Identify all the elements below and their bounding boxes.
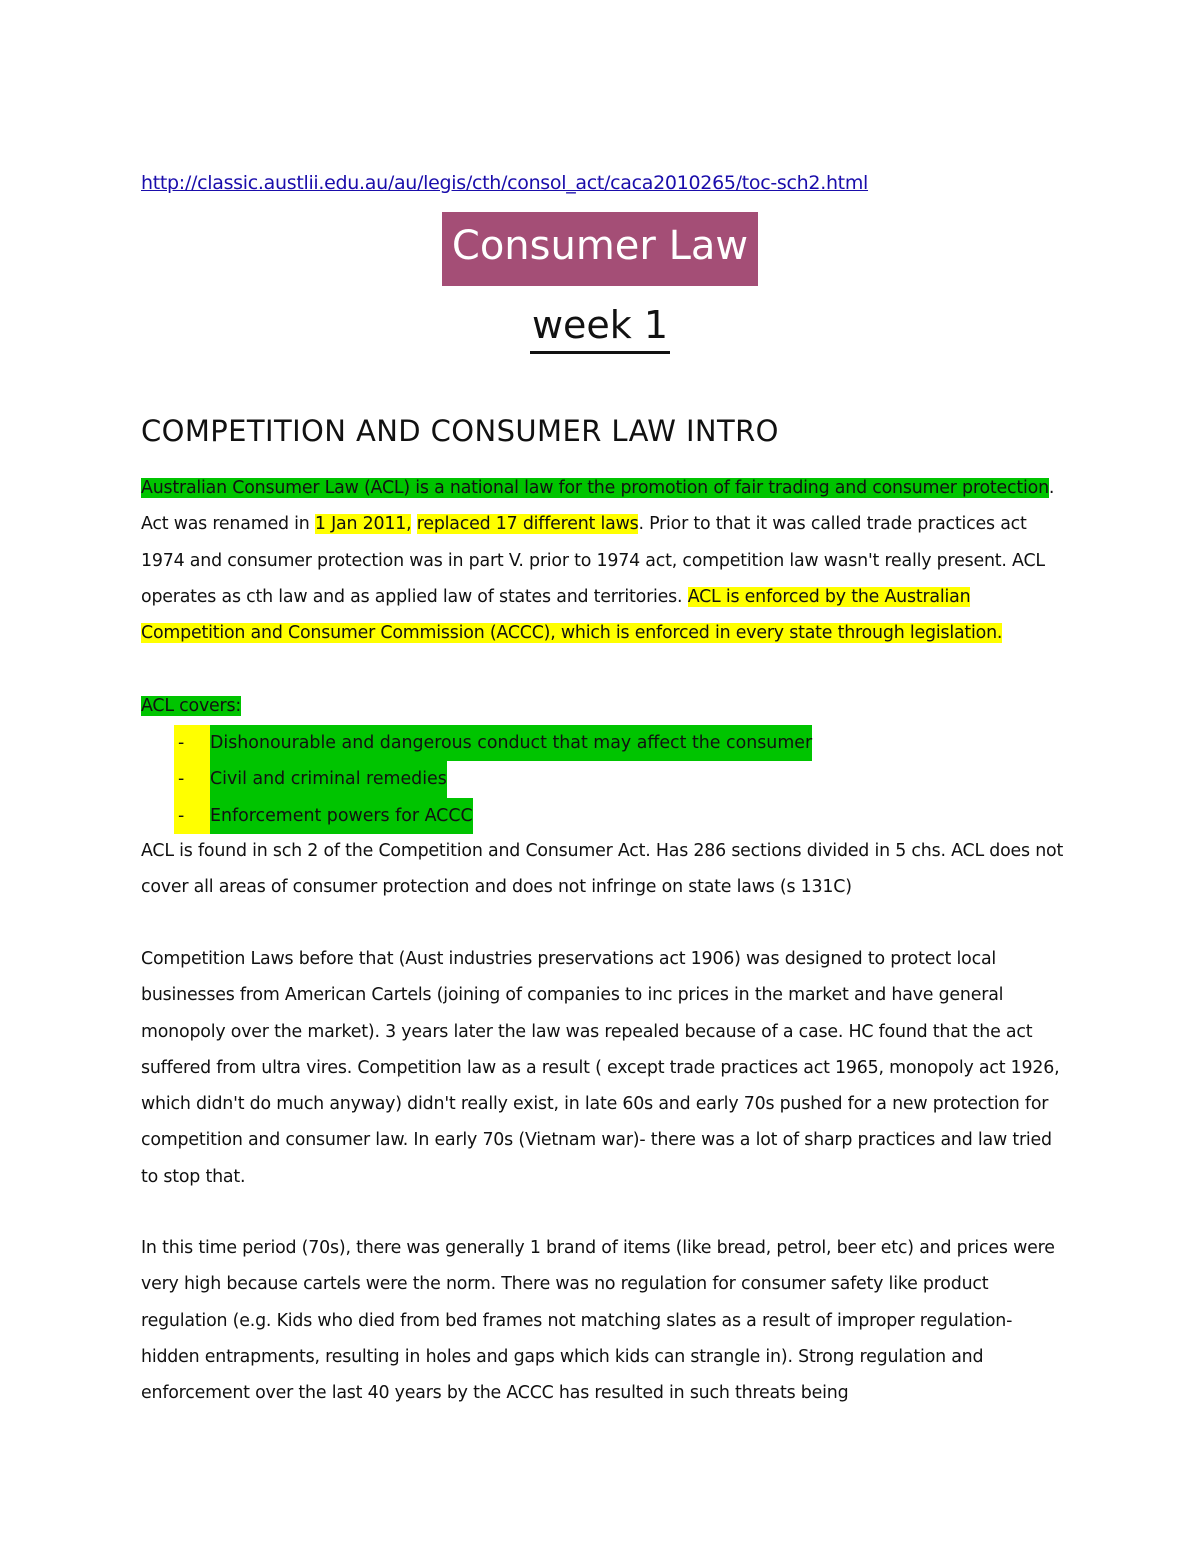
highlight-accc-enforcement: ACL is enforced by the Australian Competition and Consumer Commission (ACCC), which is enforced in every state through legislation. [141,586,1003,644]
paragraph-competition-history: Competition Laws before that (Aust industries preservations act 1906) was designed to protect local businesses from American Cartels (joining of companies to inc prices in the market and have general monopoly over the market). 3 years later the law was repealed because of a case. HC found that the act suffered from ultra vires. Competition law as a result ( except trade practices act 1965, monopoly act 1926, which didn't do much anyway) didn't really exist, in late 60s and early 70s pushed for a new protection for competition and consumer law. In early 70s (Vietnam war)- there was a lot of sharp practices and law tried to stop that. [141,949,1060,1187]
covers-label: ACL covers: [141,696,242,716]
section-heading: COMPETITION AND CONSUMER LAW INTRO [141,414,779,448]
bullet-marker: - [174,761,212,797]
paragraph-acl-location: ACL is found in sch 2 of the Competition and Consumer Act. Has 286 sections divided in 5 chs. ACL does not cover all areas of consumer protection and does not infringe on state laws (s 131C) [141,841,1064,898]
covers-list [141,725,1041,834]
page-title: Consumer Law [442,212,758,286]
list-item-text: Enforcement powers for ACCC [210,798,473,834]
list-item [141,761,1041,797]
highlight-date: 1 Jan 2011, [314,514,412,535]
title-block [0,212,1200,286]
text-span: . Act was renamed in [141,478,1055,535]
covers-label-line [141,688,1066,724]
text-span: . Prior to that it was called trade practices act 1974 and consumer protection was in part V. prior to 1974 act, competition law wasn't really present. ACL operates as cth law and as applied law of states and territories. [141,514,1045,607]
highlight-replaced-laws: replaced 17 different laws [416,514,639,535]
paragraph-seventies: In this time period (70s), there was generally 1 brand of items (like bread, petrol, beer etc) and prices were very high because cartels were the norm. There was no regulation for consumer safety like product regulation (e.g. Kids who died from bed frames not matching slates as a result of improper regulation- hidden entrapments, resulting in holes and gaps which kids can strangle in). Strong regulation and enforcement over the last 40 years by the ACCC has resulted in such threats being [141,1238,1055,1404]
list-item [141,798,1041,834]
highlight-acl-definition: Australian Consumer Law (ACL) is a national law for the promotion of fair trading and consumer protection [141,478,1049,498]
paragraph-acl-intro [141,470,1066,651]
week-block [0,300,1200,354]
list-item-text: Civil and criminal remedies [210,761,447,797]
source-link[interactable]: http://classic.austlii.edu.au/au/legis/cth/consol_act/caca2010265/toc-sch2.html [141,172,869,194]
bullet-marker: - [174,725,212,761]
list-item-text: Dishonourable and dangerous conduct that may affect the consumer [210,725,812,761]
text-span [411,514,416,534]
list-item [141,725,1041,761]
bullet-marker: - [174,798,212,834]
week-heading: week 1 [530,300,670,354]
